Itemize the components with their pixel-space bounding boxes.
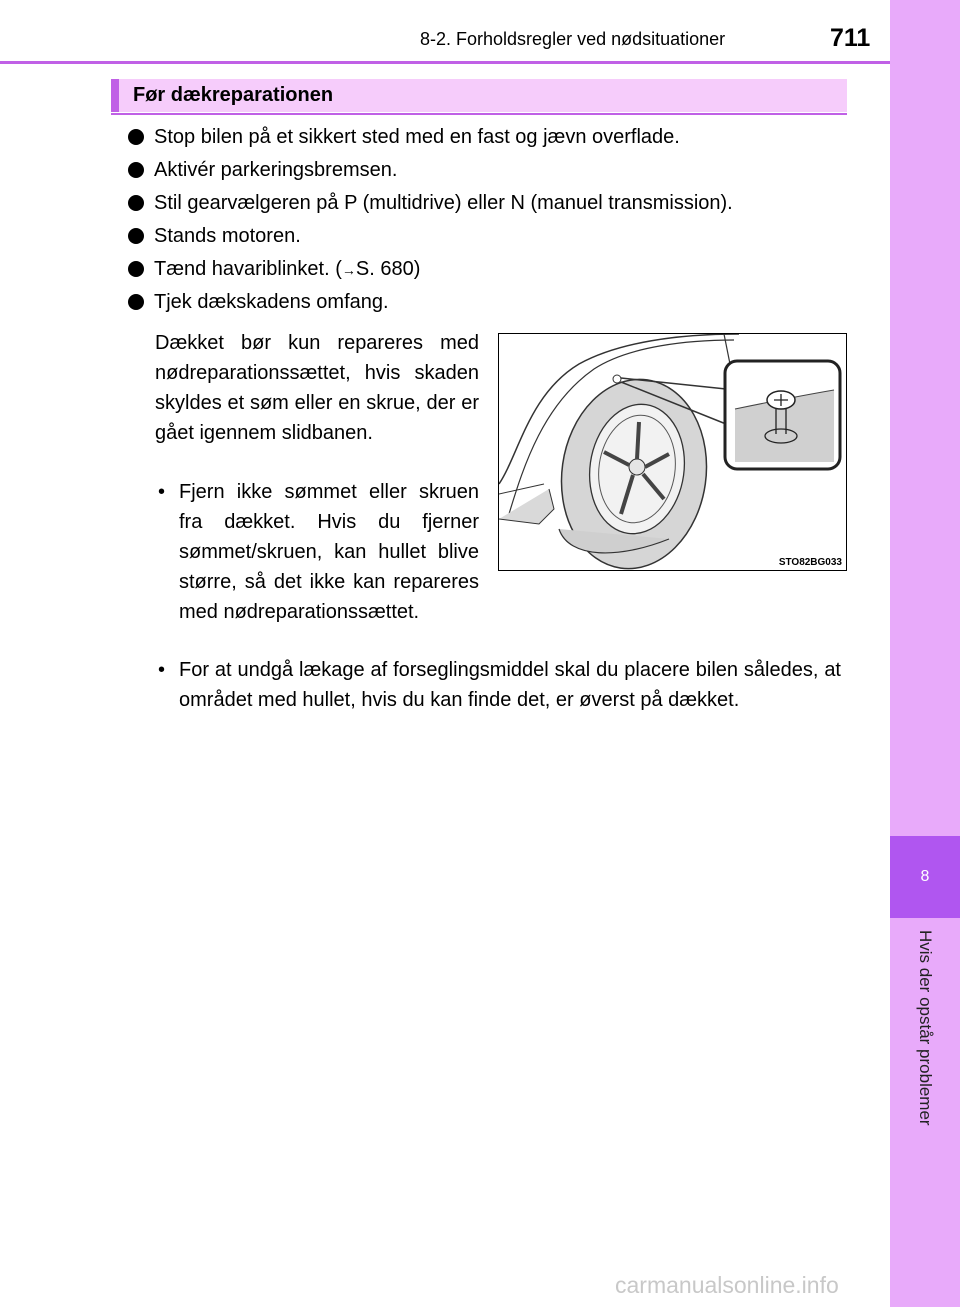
list-item-text: Stop bilen på et sikkert sted med en fast og jævn overflade. xyxy=(154,126,680,148)
sub-list-item-text: For at undgå lækage af forseglingsmiddel skal du placere bilen således, at området med hullet, hvis du kan finde det, er øverst på dækket. xyxy=(179,659,841,711)
checklist xyxy=(128,123,858,321)
tire-illustration xyxy=(498,333,847,571)
header-section-title: 8-2. Forholdsregler ved nødsituationer xyxy=(420,29,726,49)
list-item xyxy=(128,255,858,288)
sub-list-item-text: Fjern ikke sømmet eller skruen fra dækket. Hvis du fjerner sømmet/skruen, kan hullet blive større, så det ikke kan repareres med nødreparationssættet. xyxy=(179,481,479,623)
list-item xyxy=(128,222,858,255)
page-reference-arrow-icon: → xyxy=(341,262,356,278)
header-rule xyxy=(0,61,890,64)
sub-list-item xyxy=(158,655,841,715)
sub-bullet-list xyxy=(158,477,479,627)
sub-bullet-list-wide xyxy=(158,655,841,715)
page-reference-link[interactable]: S. 680) xyxy=(355,258,421,280)
list-item-text: Stands motoren. xyxy=(154,225,301,247)
list-item xyxy=(128,288,858,321)
list-item xyxy=(128,189,858,222)
sub-list-item xyxy=(158,477,479,627)
figure-code: STO82BG033 xyxy=(778,557,842,568)
bullet-dot-icon xyxy=(128,228,144,244)
bullet-dot-icon xyxy=(128,261,144,277)
bullet-dot-icon xyxy=(128,294,144,310)
bullet-dot-icon xyxy=(128,195,144,211)
list-item-text: Stil gearvælgeren på P (multidrive) eller N (manuel transmission). xyxy=(154,192,733,214)
page-number: 711 xyxy=(830,24,871,52)
sub-bullet-dot: • xyxy=(158,659,166,681)
tire-with-screw-illustration xyxy=(499,334,847,571)
list-item xyxy=(128,156,858,189)
damage-paragraph: Dækket bør kun repareres med nødreparationssættet, hvis skaden skyldes et søm eller en skrue, der er gået igennem slidbanen. xyxy=(155,332,479,444)
bullet-dot-icon xyxy=(128,162,144,178)
chapter-number-tab[interactable]: 8 xyxy=(890,836,960,918)
bullet-dot-icon xyxy=(128,129,144,145)
list-item xyxy=(128,123,858,156)
list-item-text: Aktivér parkeringsbremsen. xyxy=(154,159,398,181)
list-item-text-before: Tænd havariblinket. ( xyxy=(154,258,342,280)
section-title: Før dækreparationen xyxy=(133,84,334,106)
list-item-text: Tjek dækskadens omfang. xyxy=(154,291,389,313)
chapter-title-text: Hvis der opstår problemer xyxy=(916,930,935,1126)
watermark: carmanualsonline.info xyxy=(615,1272,839,1298)
sub-bullet-dot: • xyxy=(158,481,166,503)
section-heading-bar xyxy=(111,79,847,112)
